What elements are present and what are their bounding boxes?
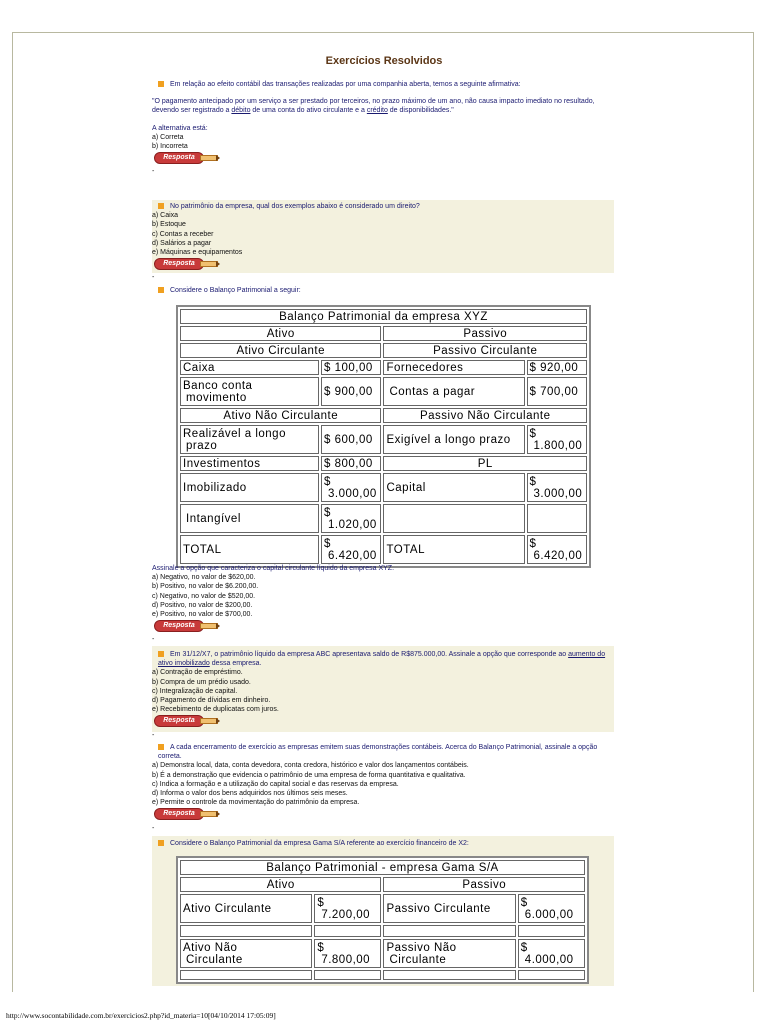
table-cell: Banco conta movimento (180, 377, 319, 406)
option: d) Informa o valor dos bens adquiridos nos últimos seis meses. (152, 790, 348, 798)
table-cell (383, 504, 524, 533)
square-bullet-icon (158, 203, 164, 209)
table-header: Passivo (383, 877, 585, 892)
table-header: Ativo (180, 326, 381, 341)
resposta-button[interactable] (152, 715, 220, 729)
resposta-button[interactable] (152, 620, 220, 634)
section-header: Passivo Não Circulante (383, 408, 587, 423)
table-cell: Passivo Não Circulante (383, 939, 515, 968)
table-cell: TOTAL (180, 535, 319, 564)
question-1-intro: Em relação ao efeito contábil das transações realizadas por uma companhia aberta, temos a seguinte afirmativa: (170, 81, 521, 88)
table-cell: Exigível a longo prazo (383, 425, 524, 454)
table-cell: Contas a pagar (383, 377, 524, 406)
table-cell: $ 7.800,00 (314, 939, 381, 968)
option: c) Indica a formação e a utilização do capital social e das reservas da empresa. (152, 780, 399, 788)
table-cell: $ 1.800,00 (527, 425, 587, 454)
table-cell (383, 970, 515, 980)
table-cell (314, 970, 381, 980)
option: e) Máquinas e equipamentos (152, 249, 243, 257)
section-header: PL (383, 456, 587, 471)
page-title: Exercícios Resolvidos (325, 55, 443, 67)
question-4: Em 31/12/X7, o patrimônio líquido da empresa ABC apresentava saldo de R$875.000,00. Assinale a opção que corresponde ao aumento do ativo imobilizado dessa empresa. a) Contração de empréstimo. b) Compra de um prédio usado. c) Integralização de capital. d) Pagamento de dívidas em dinheiro. e) Recebimento de duplicatas com juros. Resposta - (152, 646, 614, 732)
table-title: Balanço Patrimonial da empresa XYZ (180, 309, 587, 324)
table-cell (527, 504, 587, 533)
square-bullet-icon (158, 651, 164, 657)
question-5-intro: A cada encerramento de exercício as empresas emitem suas demonstrações contábeis. Acerca do Balanço Patrimonial, assinale a opção correta. (158, 744, 598, 761)
resposta-label: Resposta (154, 715, 204, 727)
option: c) Contas a receber (152, 230, 214, 238)
option: a) Demonstra local, data, conta devedora, conta credora, histórico e valor dos lançamentos contábeis. (152, 762, 469, 770)
table-cell: $ 4.000,00 (518, 939, 585, 968)
square-bullet-icon (158, 840, 164, 846)
table-header: Ativo (180, 877, 381, 892)
question-3-prompt: Assinale a opção que caracteriza o capital circulante líquido da empresa XYZ. (152, 565, 395, 572)
table-cell (180, 970, 312, 980)
option: b) Positivo, no valor de $6.200,00. (152, 583, 259, 591)
resposta-label: Resposta (154, 620, 204, 632)
question-3-intro: Considere o Balanço Patrimonial a seguir: (170, 287, 301, 294)
section-header: Passivo Circulante (383, 343, 587, 358)
table-title: Balanço Patrimonial - empresa Gama S/A (180, 860, 585, 875)
table-cell: $ 3.000,00 (321, 473, 381, 502)
resposta-button[interactable] (152, 258, 220, 272)
table-cell: Caixa (180, 360, 319, 375)
table-cell: $ 700,00 (527, 377, 587, 406)
debito-link[interactable]: débito (231, 107, 251, 115)
square-bullet-icon (158, 81, 164, 87)
option: d) Pagamento de dívidas em dinheiro. (152, 697, 271, 705)
question-5: A cada encerramento de exercício as empresas emitem suas demonstrações contábeis. Acerca do Balanço Patrimonial, assinale a opção correta. a) Demonstra local, data, conta devedora, conta credora, histórico e valor dos lançamentos contábeis. b) É a demonstração que evidencia o patrimônio de uma empresa de forma quantitativa e qualitativa. c) Indica a formação e a utilização do capital social e das reservas da empresa. d) Informa o valor dos bens adquiridos nos últimos seis meses. e) Permite o controle da movimentação do patrimônio da empresa. Resposta - (152, 743, 614, 832)
question-1: Em relação ao efeito contábil das transações realizadas por uma companhia aberta, temos a seguinte afirmativa: "O pagamento antecipado por um serviço a ser prestado por terceiros, no prazo máximo de um ano, não causa impacto imediato no resultado, devendo ser registrado a débito de uma conta do ativo circulante e a crédito de disponibilidades." A alternativa está: a) Correta b) Incorreta Resposta - (152, 80, 614, 175)
question-3 (152, 286, 614, 295)
question-6-intro: Considere o Balanço Patrimonial da empresa Gama S/A referente ao exercício financeiro de X2: (170, 840, 469, 847)
option: a) Caixa (152, 212, 179, 220)
table-cell: Passivo Circulante (383, 894, 515, 923)
footer-url: http://www.socontabilidade.com.br/exercicios2.php?id_materia=10[04/10/2014 17:05:09] (6, 1011, 276, 1020)
table-cell: Capital (383, 473, 524, 502)
option: b) Incorreta (152, 143, 188, 151)
table-header: Passivo (383, 326, 587, 341)
square-bullet-icon (158, 287, 164, 293)
option: e) Positivo, no valor de $700,00. (152, 611, 253, 619)
table-cell: $ 7.200,00 (314, 894, 381, 923)
option: b) Estoque (152, 221, 186, 229)
resposta-label: Resposta (154, 808, 204, 820)
table-cell: $ 100,00 (321, 360, 381, 375)
resposta-label: Resposta (154, 152, 204, 164)
question-4-intro: Em 31/12/X7, o patrimônio líquido da empresa ABC apresentava saldo de R$875.000,00. Assinale a opção que corresponde ao aumento do ativo imobilizado dessa empresa. (158, 651, 606, 668)
option: d) Salários a pagar (152, 239, 212, 247)
option: a) Negativo, no valor de $620,00. (152, 574, 256, 582)
credito-link[interactable]: crédito (366, 107, 388, 115)
table-cell (518, 925, 585, 937)
table-cell (383, 925, 515, 937)
question-2-intro: No patrimônio da empresa, qual dos exemplos abaixo é considerado um direito? (170, 203, 420, 210)
resposta-button[interactable] (152, 808, 220, 822)
question-2: No patrimônio da empresa, qual dos exemplos abaixo é considerado um direito? a) Caixa b) Estoque c) Contas a receber d) Salários a pagar e) Máquinas e equipamentos Resposta - (152, 200, 614, 273)
table-cell: $ 920,00 (527, 360, 587, 375)
table-cell: $ 6.000,00 (518, 894, 585, 923)
aumento-ativo-link[interactable]: aumento do ativo imobilizado (158, 651, 606, 668)
question-3-answers: Assinale a opção que caracteriza o capital circulante líquido da empresa XYZ. a) Negativo, no valor de $620,00. b) Positivo, no valor de $6.200,00. c) Negativo, no valor de $520,00. d) Positivo, no valor de $200,00. e) Positivo, no valor de $700,00. Resposta - (152, 564, 614, 643)
table-cell: $ 1.020,00 (321, 504, 381, 533)
table-cell (180, 925, 312, 937)
table-cell: Investimentos (180, 456, 319, 471)
table-cell: $ 6.420,00 (321, 535, 381, 564)
resposta-button[interactable] (152, 152, 220, 166)
table-cell: Intangível (180, 504, 319, 533)
balance-sheet-xyz (176, 305, 591, 568)
table-cell: TOTAL (383, 535, 524, 564)
option: d) Positivo, no valor de $200,00. (152, 601, 253, 609)
option: e) Recebimento de duplicatas com juros. (152, 706, 279, 714)
option: e) Permite o controle da movimentação do patrimônio da empresa. (152, 799, 360, 807)
table-cell (314, 925, 381, 937)
question-1-prompt: A alternativa está: (152, 124, 208, 132)
square-bullet-icon (158, 744, 164, 750)
question-1-quote: "O pagamento antecipado por um serviço a ser prestado por terceiros, no prazo máximo de um ano, não causa impacto imediato no resultado, devendo ser registrado a débito de uma conta do ativo circulante e a crédito de disponibilidades." (152, 98, 595, 115)
table-cell: $ 600,00 (321, 425, 381, 454)
table-cell: Realizável a longo prazo (180, 425, 319, 454)
table-cell: Imobilizado (180, 473, 319, 502)
section-header: Ativo Circulante (180, 343, 381, 358)
option: b) É a demonstração que evidencia o patrimônio de uma empresa de forma quantitativa e qualitativa. (152, 771, 466, 779)
table-cell: $ 900,00 (321, 377, 381, 406)
table-cell: Ativo Circulante (180, 894, 312, 923)
option: c) Negativo, no valor de $520,00. (152, 592, 256, 600)
option: a) Correta (152, 133, 184, 141)
table-cell: Ativo Não Circulante (180, 939, 312, 968)
table-cell: $ 6.420,00 (527, 535, 587, 564)
table-cell (518, 970, 585, 980)
balance-sheet-gama (176, 856, 589, 984)
table-cell: Fornecedores (383, 360, 524, 375)
table-cell: $ 3.000,00 (527, 473, 587, 502)
section-header: Ativo Não Circulante (180, 408, 381, 423)
option: a) Contração de empréstimo. (152, 669, 243, 677)
option: b) Compra de um prédio usado. (152, 678, 251, 686)
resposta-label: Resposta (154, 258, 204, 270)
option: c) Integralização de capital. (152, 687, 238, 695)
table-cell: $ 800,00 (321, 456, 381, 471)
